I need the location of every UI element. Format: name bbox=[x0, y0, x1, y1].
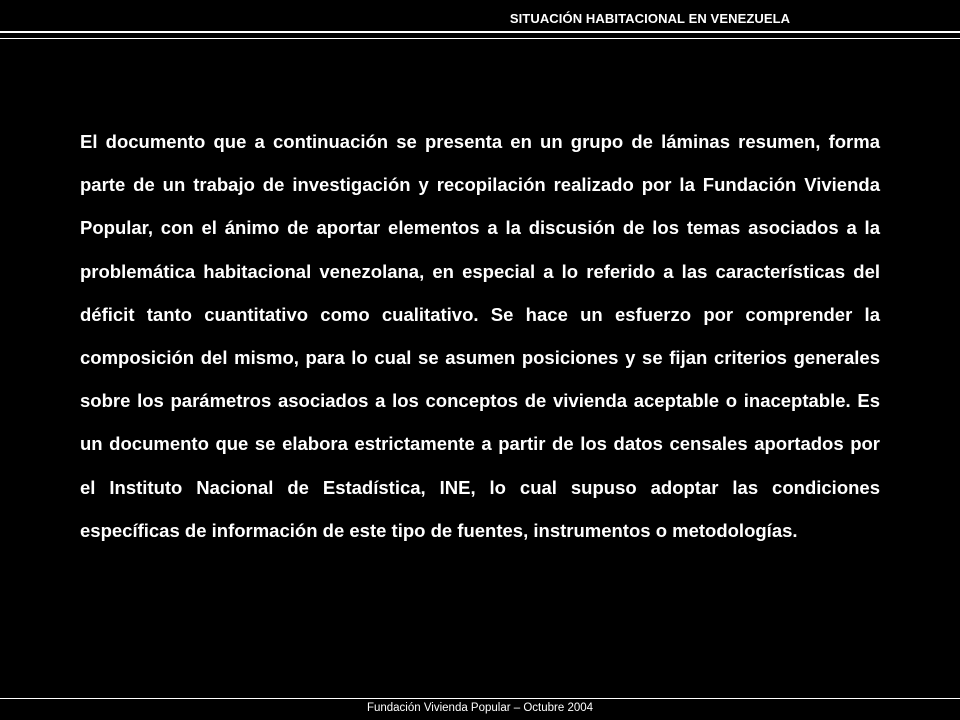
footer-credit: Fundación Vivienda Popular – Octubre 2004 bbox=[366, 702, 594, 714]
header-divider-thin bbox=[0, 38, 960, 39]
intro-paragraph: El documento que a continuación se presenta en un grupo de láminas resumen, forma parte de un trabajo de investigación y recopilación realizado por la Fundación Vivienda Popular, con el ánimo de aportar elementos a la discusión de los temas asociados a la problemática habitacional venezolana, en especial a lo referido a las características del déficit tanto cuantitativo como cualitativo. Se hace un esfuerzo por comprender la composición del mismo, para lo cual se asumen posiciones y se fijan criterios generales sobre los parámetros asociados a los conceptos de vivienda aceptable o inaceptable. Es un documento que se elabora estrictamente a partir de los datos censales aportados por el Instituto Nacional de Estadística, INE, lo cual supuso adoptar las condiciones específicas de información de este tipo de fuentes, instrumentos o metodologías. bbox=[80, 131, 880, 541]
header-divider-thick bbox=[0, 31, 960, 33]
page-header-title: SITUACIÓN HABITACIONAL EN VENEZUELA bbox=[509, 11, 791, 26]
footer-divider bbox=[0, 698, 960, 699]
